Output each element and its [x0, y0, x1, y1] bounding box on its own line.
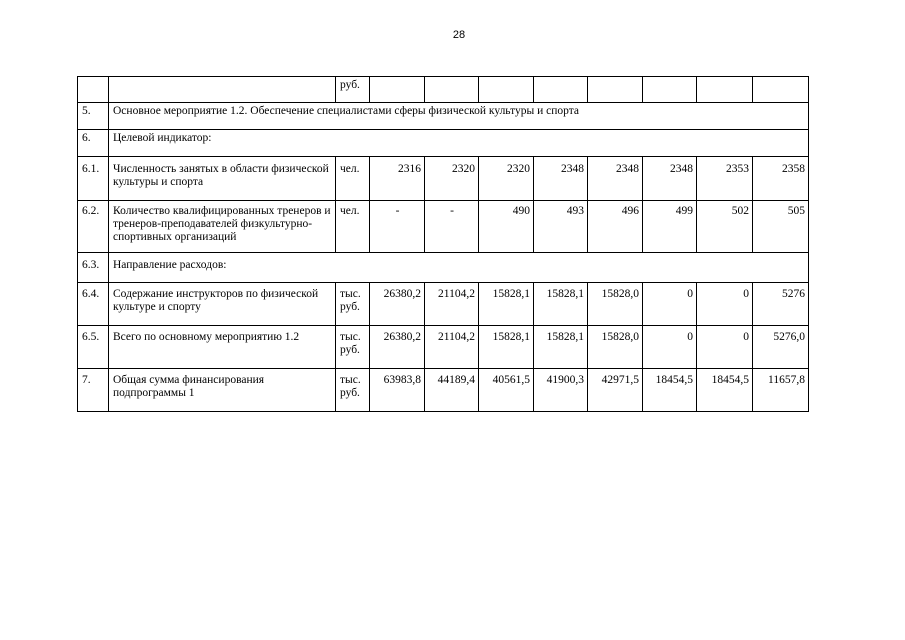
- row-unit-cell: чел.: [336, 157, 370, 201]
- table-row: [78, 157, 809, 201]
- row-number-cell: 7.: [78, 369, 109, 412]
- value-cell: 11657,8: [753, 369, 809, 412]
- value-cell: [534, 77, 588, 103]
- value-cell: 2320: [425, 157, 479, 201]
- value-cell: 15828,0: [588, 326, 643, 369]
- section-row: [78, 253, 809, 283]
- section-row: [78, 130, 809, 157]
- row-name-cell: Общая сумма финансирования подпрограммы 1: [109, 369, 336, 412]
- value-cell: 44189,4: [425, 369, 479, 412]
- row-number-cell: 6.: [78, 130, 109, 157]
- program-table: [77, 76, 809, 412]
- value-cell: 2353: [697, 157, 753, 201]
- row-name-cell: Содержание инструкторов по физической культуре и спорту: [109, 283, 336, 326]
- value-cell: 2348: [643, 157, 697, 201]
- value-cell: 26380,2: [370, 326, 425, 369]
- value-cell: 41900,3: [534, 369, 588, 412]
- value-cell: 15828,1: [479, 283, 534, 326]
- row-name-cell: Количество квалифицированных тренеров и тренеров-преподавателей физкультурно-спортивных организаций: [109, 201, 336, 253]
- value-cell: 2348: [588, 157, 643, 201]
- value-cell: 2348: [534, 157, 588, 201]
- page-number: 28: [452, 29, 466, 41]
- value-cell: 0: [643, 283, 697, 326]
- value-cell: 5276: [753, 283, 809, 326]
- value-cell: 493: [534, 201, 588, 253]
- value-cell: [753, 77, 809, 103]
- value-cell: 63983,8: [370, 369, 425, 412]
- value-cell: 502: [697, 201, 753, 253]
- value-cell: 15828,1: [534, 283, 588, 326]
- value-cell: 5276,0: [753, 326, 809, 369]
- value-cell: 490: [479, 201, 534, 253]
- value-cell: -: [370, 201, 425, 253]
- section-title-cell: Направление расходов:: [109, 253, 809, 283]
- value-cell: [697, 77, 753, 103]
- value-cell: 2358: [753, 157, 809, 201]
- value-cell: 18454,5: [697, 369, 753, 412]
- value-cell: 40561,5: [479, 369, 534, 412]
- row-name-cell: Всего по основному мероприятию 1.2: [109, 326, 336, 369]
- row-number-cell: 5.: [78, 103, 109, 130]
- value-cell: 0: [697, 326, 753, 369]
- value-cell: -: [425, 201, 479, 253]
- table-row: [78, 326, 809, 369]
- row-name-cell: [109, 77, 336, 103]
- section-title-cell: Основное мероприятие 1.2. Обеспечение специалистами сферы физической культуры и спорта: [109, 103, 809, 130]
- row-unit-cell: тыс. руб.: [336, 283, 370, 326]
- value-cell: [588, 77, 643, 103]
- value-cell: 21104,2: [425, 283, 479, 326]
- row-number-cell: 6.5.: [78, 326, 109, 369]
- table-row: [78, 283, 809, 326]
- row-unit-cell: тыс. руб.: [336, 369, 370, 412]
- value-cell: 2316: [370, 157, 425, 201]
- value-cell: 26380,2: [370, 283, 425, 326]
- value-cell: 505: [753, 201, 809, 253]
- row-number-cell: 6.1.: [78, 157, 109, 201]
- row-name-cell: Численность занятых в области физической культуры и спорта: [109, 157, 336, 201]
- value-cell: 15828,1: [534, 326, 588, 369]
- value-cell: 15828,1: [479, 326, 534, 369]
- table-row: [78, 369, 809, 412]
- row-unit-cell: тыс. руб.: [336, 326, 370, 369]
- value-cell: 0: [697, 283, 753, 326]
- table-row: [78, 201, 809, 253]
- value-cell: 15828,0: [588, 283, 643, 326]
- value-cell: 18454,5: [643, 369, 697, 412]
- value-cell: [643, 77, 697, 103]
- row-number-cell: 6.2.: [78, 201, 109, 253]
- value-cell: [370, 77, 425, 103]
- row-number-cell: [78, 77, 109, 103]
- value-cell: 21104,2: [425, 326, 479, 369]
- value-cell: [479, 77, 534, 103]
- value-cell: [425, 77, 479, 103]
- value-cell: 0: [643, 326, 697, 369]
- value-cell: 496: [588, 201, 643, 253]
- value-cell: 2320: [479, 157, 534, 201]
- row-unit-cell: чел.: [336, 201, 370, 253]
- value-cell: 499: [643, 201, 697, 253]
- row-number-cell: 6.3.: [78, 253, 109, 283]
- table-row: [78, 77, 809, 103]
- row-number-cell: 6.4.: [78, 283, 109, 326]
- row-unit-cell: руб.: [336, 77, 370, 103]
- section-row: [78, 103, 809, 130]
- value-cell: 42971,5: [588, 369, 643, 412]
- section-title-cell: Целевой индикатор:: [109, 130, 809, 157]
